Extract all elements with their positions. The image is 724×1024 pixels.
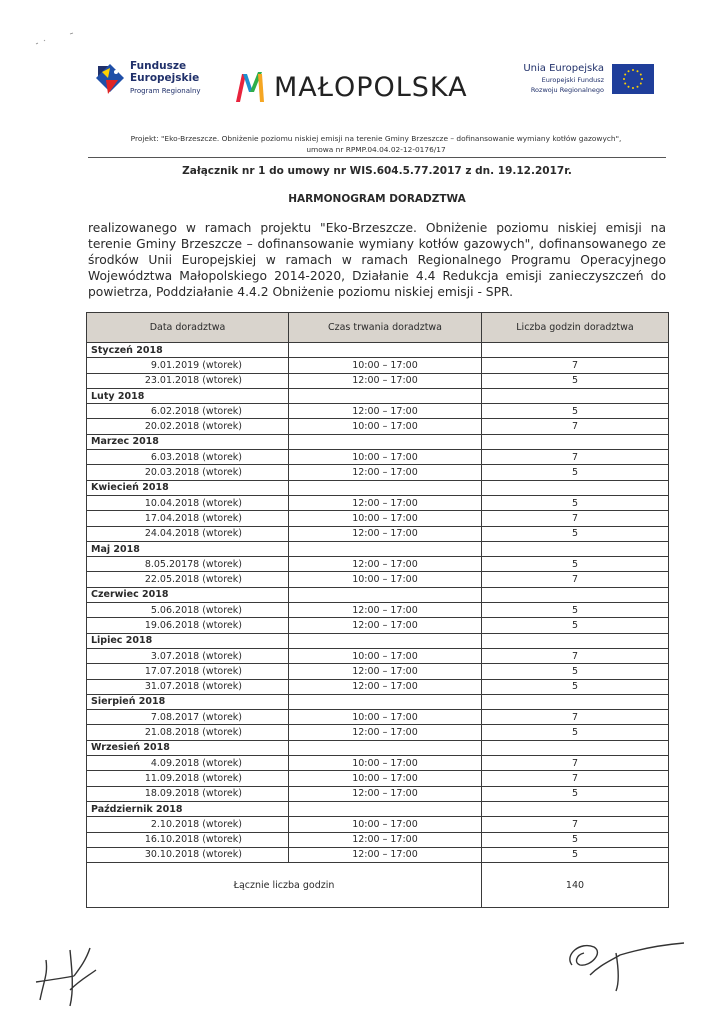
- month-label: Lipiec 2018: [87, 633, 289, 648]
- cell-duration: 12:00 – 17:00: [289, 679, 482, 694]
- fe-logo-line2: Europejskie: [130, 72, 200, 84]
- month-row: [87, 801, 669, 816]
- cell-date: 7.08.2017 (wtorek): [87, 710, 289, 725]
- table-row: [87, 756, 669, 771]
- cell-date: 6.03.2018 (wtorek): [87, 450, 289, 465]
- table-row: [87, 817, 669, 832]
- cell-duration: 10:00 – 17:00: [289, 419, 482, 434]
- cell-date: 10.04.2018 (wtorek): [87, 495, 289, 510]
- month-label: Sierpień 2018: [87, 694, 289, 709]
- cell-date: 22.05.2018 (wtorek): [87, 572, 289, 587]
- schedule-table: [86, 312, 669, 908]
- cell-hours: 5: [482, 847, 669, 862]
- col-header-duration: Czas trwania doradztwa: [289, 313, 482, 343]
- month-row: [87, 633, 669, 648]
- month-label: Styczeń 2018: [87, 343, 289, 358]
- month-label: Czerwiec 2018: [87, 587, 289, 602]
- month-row: [87, 480, 669, 495]
- month-label: Marzec 2018: [87, 434, 289, 449]
- cell-duration: 12:00 – 17:00: [289, 526, 482, 541]
- cell-hours: 7: [482, 358, 669, 373]
- cell-date: 24.04.2018 (wtorek): [87, 526, 289, 541]
- table-row: [87, 450, 669, 465]
- cell-hours: 5: [482, 526, 669, 541]
- month-label: Wrzesień 2018: [87, 740, 289, 755]
- cell-date: 19.06.2018 (wtorek): [87, 618, 289, 633]
- cell-date: 9.01.2019 (wtorek): [87, 358, 289, 373]
- cell-duration: 10:00 – 17:00: [289, 450, 482, 465]
- cell-hours: 7: [482, 511, 669, 526]
- fundusze-europejskie-logo: [96, 60, 216, 102]
- cell-duration: 10:00 – 17:00: [289, 572, 482, 587]
- cell-duration: 12:00 – 17:00: [289, 557, 482, 572]
- cell-hours: 7: [482, 450, 669, 465]
- cell-date: 18.09.2018 (wtorek): [87, 786, 289, 801]
- table-row: [87, 648, 669, 663]
- table-row: [87, 373, 669, 388]
- table-row: [87, 832, 669, 847]
- month-row: [87, 343, 669, 358]
- cell-hours: 7: [482, 572, 669, 587]
- cell-duration: 12:00 – 17:00: [289, 404, 482, 419]
- cell-duration: 12:00 – 17:00: [289, 832, 482, 847]
- month-row: [87, 434, 669, 449]
- month-row: [87, 740, 669, 755]
- table-row: [87, 572, 669, 587]
- month-row: [87, 388, 669, 403]
- cell-date: 6.02.2018 (wtorek): [87, 404, 289, 419]
- cell-duration: 12:00 – 17:00: [289, 786, 482, 801]
- malopolska-logo-text: MAŁOPOLSKA: [274, 72, 468, 103]
- cell-hours: 5: [482, 404, 669, 419]
- scan-speck-marks: [30, 30, 90, 50]
- table-row: [87, 419, 669, 434]
- header-divider: [88, 157, 666, 158]
- table-row: [87, 786, 669, 801]
- table-row: [87, 847, 669, 862]
- cell-hours: 5: [482, 786, 669, 801]
- table-row: [87, 771, 669, 786]
- cell-hours: 7: [482, 419, 669, 434]
- cell-hours: 7: [482, 648, 669, 663]
- total-label: Łącznie liczba godzin: [87, 863, 482, 908]
- cell-duration: 10:00 – 17:00: [289, 756, 482, 771]
- cell-date: 16.10.2018 (wtorek): [87, 832, 289, 847]
- intro-paragraph: realizowanego w ramach projektu "Eko-Brzeszcze. Obniżenie poziomu niskiej emisji na terenie Gminy Brzeszcze – dofinansowanie wymiany kotłów gazowych", dofinansowanego ze środków Unii Europejskiej w ramach w ramach Regionalnego Programu Operacyjnego Województwa Małopolskiego 2014-2020, Działanie 4.4 Redukcja emisji zanieczyszczeń do powietrza, Poddziałanie 4.4.2 Obniżenie poziomu niskiej emisji - SPR.: [88, 221, 666, 299]
- cell-duration: 12:00 – 17:00: [289, 664, 482, 679]
- month-label: Luty 2018: [87, 388, 289, 403]
- total-row: [87, 863, 669, 908]
- table-row: [87, 358, 669, 373]
- cell-hours: 7: [482, 771, 669, 786]
- cell-hours: 5: [482, 495, 669, 510]
- month-row: [87, 694, 669, 709]
- fe-logo-line1: Fundusze: [130, 60, 187, 72]
- project-description: [96, 133, 656, 155]
- attachment-title: Załącznik nr 1 do umowy nr WIS.604.5.77.2017 z dn. 19.12.2017r.: [182, 165, 572, 177]
- table-row: [87, 404, 669, 419]
- unia-europejska-logo: [500, 64, 660, 104]
- cell-date: 5.06.2018 (wtorek): [87, 603, 289, 618]
- ue-logo-line1: Unia Europejska: [523, 63, 604, 74]
- cell-date: 3.07.2018 (wtorek): [87, 648, 289, 663]
- total-value: 140: [482, 863, 669, 908]
- cell-date: 17.07.2018 (wtorek): [87, 664, 289, 679]
- cell-hours: 5: [482, 725, 669, 740]
- month-label: Październik 2018: [87, 801, 289, 816]
- cell-duration: 10:00 – 17:00: [289, 648, 482, 663]
- cell-duration: 12:00 – 17:00: [289, 603, 482, 618]
- table-row: [87, 618, 669, 633]
- cell-date: 23.01.2018 (wtorek): [87, 373, 289, 388]
- cell-date: 4.09.2018 (wtorek): [87, 756, 289, 771]
- signature-icon: [30, 930, 120, 1010]
- month-label: Maj 2018: [87, 541, 289, 556]
- table-row: [87, 603, 669, 618]
- table-row: [87, 511, 669, 526]
- table-row: [87, 465, 669, 480]
- table-header-row: [87, 313, 669, 343]
- cell-duration: 10:00 – 17:00: [289, 817, 482, 832]
- signature-icon: [560, 925, 690, 995]
- ue-logo-line3: Rozwoju Regionalnego: [530, 86, 604, 94]
- cell-hours: 5: [482, 465, 669, 480]
- col-header-hours: Liczba godzin doradztwa: [482, 313, 669, 343]
- cell-date: 11.09.2018 (wtorek): [87, 771, 289, 786]
- cell-duration: 12:00 – 17:00: [289, 618, 482, 633]
- ue-logo-line2: Europejski Fundusz: [541, 76, 604, 84]
- schedule-table-body: [87, 343, 669, 908]
- project-line-1: Projekt: "Eko-Brzeszcze. Obniżenie poziomu niskiej emisji na terenie Gminy Brzeszcze – dofinansowanie wymiany kotłów gazowych",: [130, 134, 622, 143]
- cell-date: 20.03.2018 (wtorek): [87, 465, 289, 480]
- cell-date: 8.05.20178 (wtorek): [87, 557, 289, 572]
- cell-hours: 5: [482, 832, 669, 847]
- cell-date: 21.08.2018 (wtorek): [87, 725, 289, 740]
- month-label: Kwiecień 2018: [87, 480, 289, 495]
- table-row: [87, 679, 669, 694]
- cell-hours: 7: [482, 817, 669, 832]
- month-row: [87, 541, 669, 556]
- cell-duration: 10:00 – 17:00: [289, 511, 482, 526]
- cell-date: 2.10.2018 (wtorek): [87, 817, 289, 832]
- table-row: [87, 557, 669, 572]
- schedule-title: HARMONOGRAM DORADZTWA: [288, 193, 466, 205]
- cell-date: 31.07.2018 (wtorek): [87, 679, 289, 694]
- cell-date: 30.10.2018 (wtorek): [87, 847, 289, 862]
- cell-duration: 12:00 – 17:00: [289, 725, 482, 740]
- month-row: [87, 587, 669, 602]
- table-row: [87, 526, 669, 541]
- table-row: [87, 710, 669, 725]
- cell-duration: 12:00 – 17:00: [289, 495, 482, 510]
- cell-date: 17.04.2018 (wtorek): [87, 511, 289, 526]
- eu-flag-icon: [612, 64, 654, 94]
- table-row: [87, 664, 669, 679]
- table-row: [87, 495, 669, 510]
- project-line-2: umowa nr RPMP.04.04.02-12-0176/17: [306, 145, 446, 154]
- cell-hours: 7: [482, 710, 669, 725]
- malopolska-logo: [234, 70, 478, 106]
- cell-duration: 12:00 – 17:00: [289, 373, 482, 388]
- cell-hours: 7: [482, 756, 669, 771]
- malopolska-logo-icon: [234, 70, 266, 104]
- cell-hours: 5: [482, 603, 669, 618]
- cell-hours: 5: [482, 664, 669, 679]
- cell-hours: 5: [482, 679, 669, 694]
- cell-duration: 10:00 – 17:00: [289, 771, 482, 786]
- cell-hours: 5: [482, 373, 669, 388]
- cell-hours: 5: [482, 557, 669, 572]
- cell-hours: 5: [482, 618, 669, 633]
- cell-duration: 12:00 – 17:00: [289, 847, 482, 862]
- cell-duration: 10:00 – 17:00: [289, 710, 482, 725]
- cell-date: 20.02.2018 (wtorek): [87, 419, 289, 434]
- cell-duration: 12:00 – 17:00: [289, 465, 482, 480]
- col-header-date: Data doradztwa: [87, 313, 289, 343]
- fe-logo-line3: Program Regionalny: [130, 87, 201, 95]
- fundusze-europejskie-logo-icon: [96, 62, 126, 98]
- cell-duration: 10:00 – 17:00: [289, 358, 482, 373]
- table-row: [87, 725, 669, 740]
